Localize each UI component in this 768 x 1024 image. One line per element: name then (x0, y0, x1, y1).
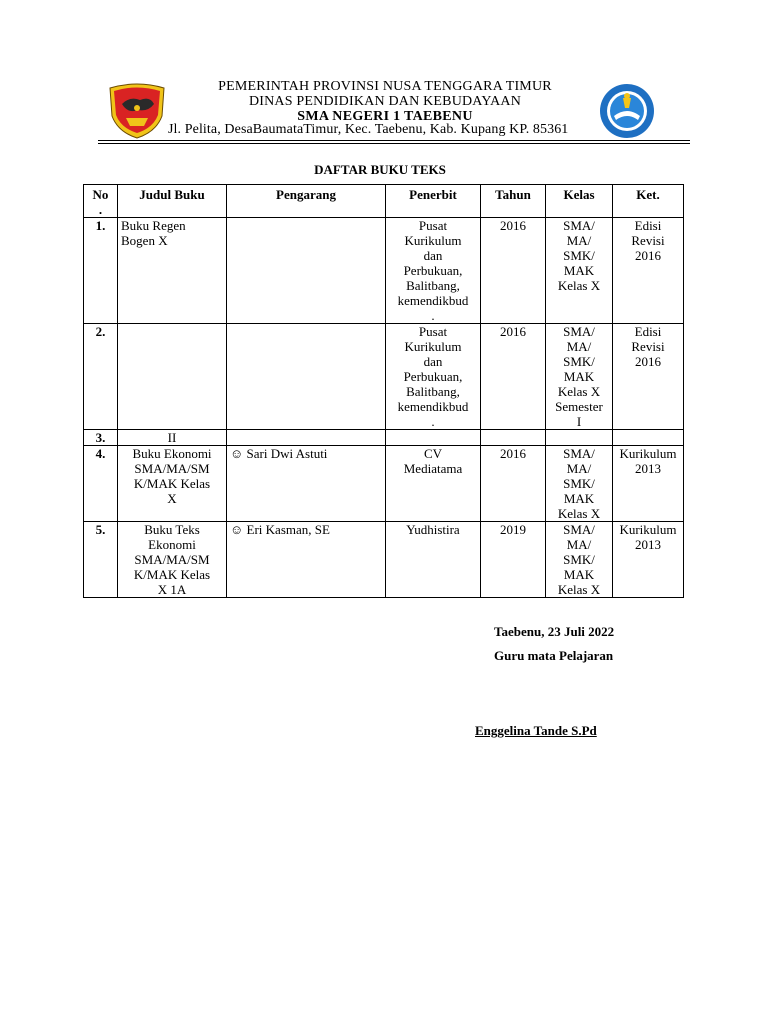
letterhead-line-2: DINAS PENDIDIKAN DAN KEBUDAYAAN (248, 94, 522, 109)
letterhead-line-1: PEMERINTAH PROVINSI NUSA TENGGARA TIMUR (218, 79, 552, 94)
table-row (84, 522, 684, 598)
cell-penerbit (386, 430, 481, 446)
cell-judul: Buku Regen Bogen X (118, 218, 227, 324)
col-header-tahun: Tahun (481, 185, 546, 218)
cell-tahun: 2019 (481, 522, 546, 598)
signature-name: Enggelina Tande S.Pd (475, 723, 597, 738)
cell-tahun: 2016 (481, 218, 546, 324)
cell-kelas: SMA/ MA/ SMK/ MAK Kelas X (546, 218, 613, 324)
cell-kelas: SMA/ MA/ SMK/ MAK Kelas X Semester I (546, 324, 613, 430)
cell-ket: Kurikulum 2013 (613, 522, 684, 598)
table-body (84, 218, 684, 598)
cell-no: 3. (84, 430, 118, 446)
cell-pengarang (227, 218, 386, 324)
cell-tahun: 2016 (481, 446, 546, 522)
cell-ket (613, 430, 684, 446)
cell-no: 4. (84, 446, 118, 522)
table-row (84, 324, 684, 430)
cell-ket: Edisi Revisi 2016 (613, 324, 684, 430)
cell-pengarang (227, 324, 386, 430)
cell-kelas (546, 430, 613, 446)
col-header-kelas: Kelas (546, 185, 613, 218)
school-address: Jl. Pelita, DesaBaumataTimur, Kec. Taebenu, Kab. Kupang KP. 85361 (168, 122, 569, 137)
cell-no: 1. (84, 218, 118, 324)
cell-pengarang: ☺ Sari Dwi Astuti (227, 446, 386, 522)
table-row (84, 446, 684, 522)
cell-penerbit: Pusat Kurikulum dan Perbukuan, Balitbang, kemendikbud . (386, 218, 481, 324)
textbook-table (83, 184, 684, 598)
letterhead-divider-thin (98, 143, 690, 144)
cell-kelas: SMA/ MA/ SMK/ MAK Kelas X (546, 522, 613, 598)
cell-penerbit: Pusat Kurikulum dan Perbukuan, Balitbang, kemendikbud . (386, 324, 481, 430)
cell-kelas: SMA/ MA/ SMK/ MAK Kelas X (546, 446, 613, 522)
school-name: SMA NEGERI 1 TAEBENU (297, 109, 473, 124)
cell-tahun (481, 430, 546, 446)
cell-judul (118, 324, 227, 430)
cell-pengarang (227, 430, 386, 446)
cell-judul: II (118, 430, 227, 446)
cell-no: 5. (84, 522, 118, 598)
table-header-row (84, 185, 684, 218)
document-title: DAFTAR BUKU TEKS (314, 162, 446, 177)
cell-ket: Edisi Revisi 2016 (613, 218, 684, 324)
cell-tahun: 2016 (481, 324, 546, 430)
cell-penerbit: Yudhistira (386, 522, 481, 598)
letterhead-divider (98, 140, 690, 141)
cell-penerbit: CV Mediatama (386, 446, 481, 522)
letterhead (160, 79, 610, 125)
signature-role: Guru mata Pelajaran (494, 648, 614, 663)
table-row (84, 430, 684, 446)
cell-judul: Buku Teks Ekonomi SMA/MA/SM K/MAK Kelas X 1A (118, 522, 227, 598)
cell-ket: Kurikulum 2013 (613, 446, 684, 522)
col-header-pengarang: Pengarang (227, 185, 386, 218)
table-row (84, 218, 684, 324)
cell-judul: Buku Ekonomi SMA/MA/SM K/MAK Kelas X (118, 446, 227, 522)
col-header-no: No . (84, 185, 118, 218)
col-header-ket: Ket. (613, 185, 684, 218)
col-header-penerbit: Penerbit (386, 185, 481, 218)
signature-place-date: Taebenu, 23 Juli 2022 (494, 624, 615, 639)
col-header-judul: Judul Buku (118, 185, 227, 218)
cell-pengarang: ☺ Eri Kasman, SE (227, 522, 386, 598)
cell-no: 2. (84, 324, 118, 430)
